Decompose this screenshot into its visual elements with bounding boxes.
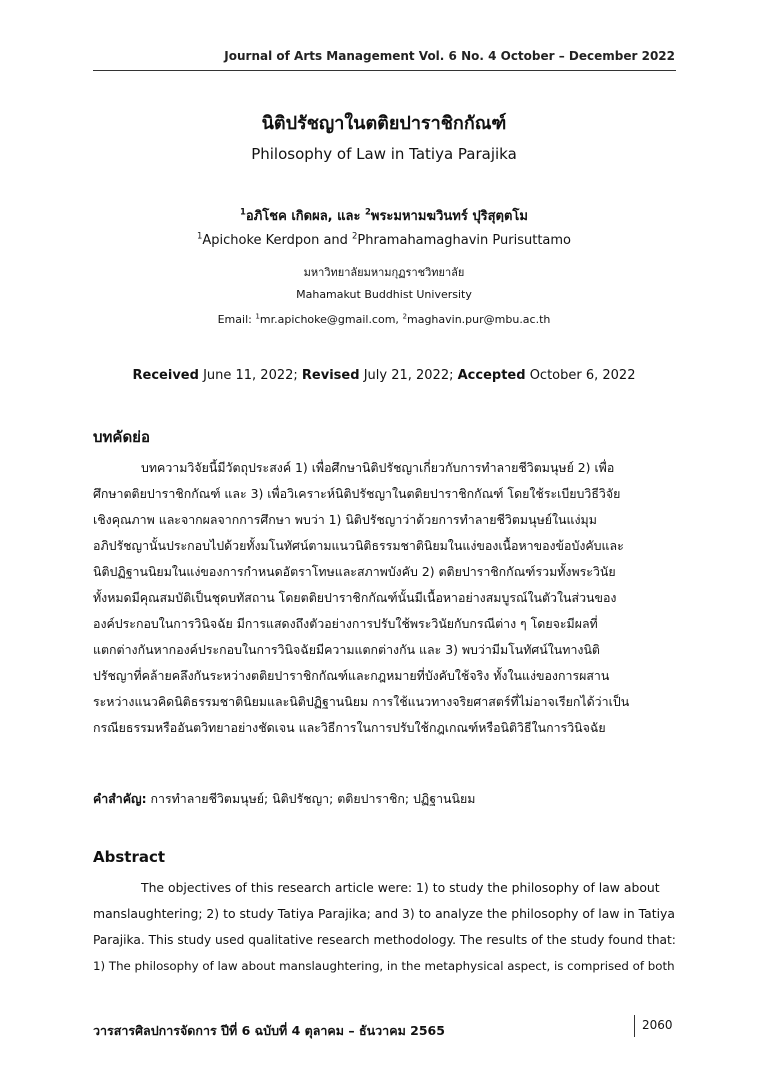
abstract-thai-line: แตกต่างกันหากองค์ประกอบในการวินิจฉัยมีความแตกต่างกัน และ 3) พบว่ามีมโนทัศน์ในทางนิติ (93, 642, 600, 657)
journal-header: Journal of Arts Management Vol. 6 No. 4 October – December 2022 (224, 49, 675, 63)
author-1-sup: 1 (240, 206, 246, 217)
abstract-thai-line: กรณียธรรมหรืออันตวิทยาอย่างชัดเจน และวิธีการในการปรับใช้กฎเกณฑ์หรือนิติวิธีในการวินิจฉัย (93, 720, 606, 735)
abstract-english-line: The objectives of this research article were: 1) to study the philosophy of law about (141, 880, 660, 895)
authors-english (0, 230, 768, 248)
submission-dates (0, 368, 768, 383)
abstract-thai-line: เชิงคุณภาพ และจากผลจากการศึกษา พบว่า 1) นิติปรัชญาว่าด้วยการทำลายชีวิตมนุษย์ในแง่มุม (93, 512, 597, 527)
received-date: June 11, 2022; (203, 368, 298, 383)
email-1-sup: 1 (255, 311, 260, 321)
author-1-thai: อภิโชค เกิดผล, และ (245, 209, 365, 224)
author-2-english: Phramahamaghavin Purisuttamo (357, 233, 572, 248)
footer-divider (634, 1015, 635, 1037)
email-2-sup: 2 (402, 311, 407, 321)
abstract-thai-line: อภิปรัชญานั้นประกอบไปด้วยทั้งมโนทัศน์ตามแนวนิติธรรมชาตินิยมในแง่ของเนื้อหาของข้อบังคับและ (93, 538, 624, 553)
header-rule (93, 70, 676, 71)
accepted-label: Accepted (457, 368, 526, 383)
email-1: mr.apichoke@gmail.com, (259, 313, 403, 326)
abstract-english-heading: Abstract (93, 848, 166, 866)
abstract-thai-line: ทั้งหมดมีคุณสมบัติเป็นชุดบทัสถาน โดยตติยปาราชิกกัณฑ์นั้นมีเนื้อหาอย่างสมบูรณ์ในตัวในส่วนของ (93, 590, 617, 605)
abstract-thai-line: บทความวิจัยนี้มีวัตถุประสงค์ 1) เพื่อศึกษานิติปรัชญาเกี่ยวกับการทำลายชีวิตมนุษย์ 2) เพื่อ (141, 460, 615, 475)
author-2-en-sup: 2 (352, 230, 358, 241)
author-2-thai: พระมหามฆวินทร์ ปุริสุตฺตโม (370, 209, 528, 224)
email-line (0, 313, 768, 326)
abstract-english-line: manslaughtering; 2) to study Tatiya Parajika; and 3) to analyze the philosophy of law in Tatiya (93, 906, 675, 921)
revised-label: Revised (301, 368, 360, 383)
title-english: Philosophy of Law in Tatiya Parajika (251, 145, 517, 163)
author-1-english: Apichoke Kerdpon and (202, 233, 353, 248)
affiliation-thai: มหาวิทยาลัยมหามกุฏราชวิทยาลัย (303, 266, 465, 279)
affiliation-english: Mahamakut Buddhist University (296, 288, 472, 301)
keywords-label: คำสำคัญ: (93, 791, 147, 806)
abstract-thai-body (93, 455, 676, 741)
abstract-thai-heading: บทคัดย่อ (93, 428, 150, 446)
title-thai: นิติปรัชญาในตติยปาราชิกกัณฑ์ (261, 113, 507, 134)
abstract-english-line: Parajika. This study used qualitative research methodology. The results of the study found that: (93, 933, 676, 947)
author-1-en-sup: 1 (196, 230, 203, 241)
revised-date: July 21, 2022; (363, 368, 454, 383)
page-number: 2060 (642, 1018, 673, 1032)
authors-thai (0, 205, 768, 226)
accepted-date: October 6, 2022 (529, 368, 636, 383)
abstract-english-line: 1) The philosophy of law about manslaughtering, in the metaphysical aspect, is comprised of both (93, 959, 675, 973)
abstract-thai-line: องค์ประกอบในการวินิจฉัย มีการแสดงถึงตัวอย่างการปรับใช้พระวินัยกับกรณีต่าง ๆ โดยจะมีผลที่ (93, 616, 598, 631)
author-2-sup: 2 (365, 206, 371, 217)
keywords-text: การทำลายชีวิตมนุษย์; นิติปรัชญา; ตติยปาราชิก; ปฏิฐานนิยม (146, 791, 476, 806)
abstract-thai-line: ระหว่างแนวคิดนิติธรรมชาตินิยมและนิติปฏิฐานนิยม การใช้แนวทางจริยศาสตร์ที่ไม่อาจเรียกได้ว่าเป็น (93, 694, 630, 709)
email-prefix: Email: (217, 313, 256, 326)
footer-journal-thai: วารสารศิลปการจัดการ ปีที่ 6 ฉบับที่ 4 ตุลาคม – ธันวาคม 2565 (93, 1023, 445, 1038)
keywords (93, 790, 475, 809)
abstract-thai-line: นิติปฏิฐานนิยมในแง่ของการกำหนดอัตราโทษและสภาพบังคับ 2) ตติยปาราชิกกัณฑ์รวมทั้งพระวินัย (93, 564, 616, 579)
email-2: maghavin.pur@mbu.ac.th (406, 313, 551, 326)
abstract-english-body (93, 875, 676, 979)
abstract-thai-line: ศึกษาตติยปาราชิกกัณฑ์ และ 3) เพื่อวิเคราะห์นิติปรัชญาในตติยปาราชิกกัณฑ์ โดยใช้ระเบียบวิธีวิจัย (93, 486, 621, 501)
received-label: Received (132, 368, 199, 383)
abstract-thai-line: ปรัชญาที่คล้ายคลึงกันระหว่างตติยปาราชิกกัณฑ์และกฎหมายที่บังคับใช้จริง ทั้งในแง่ของการผสาน (93, 668, 610, 683)
